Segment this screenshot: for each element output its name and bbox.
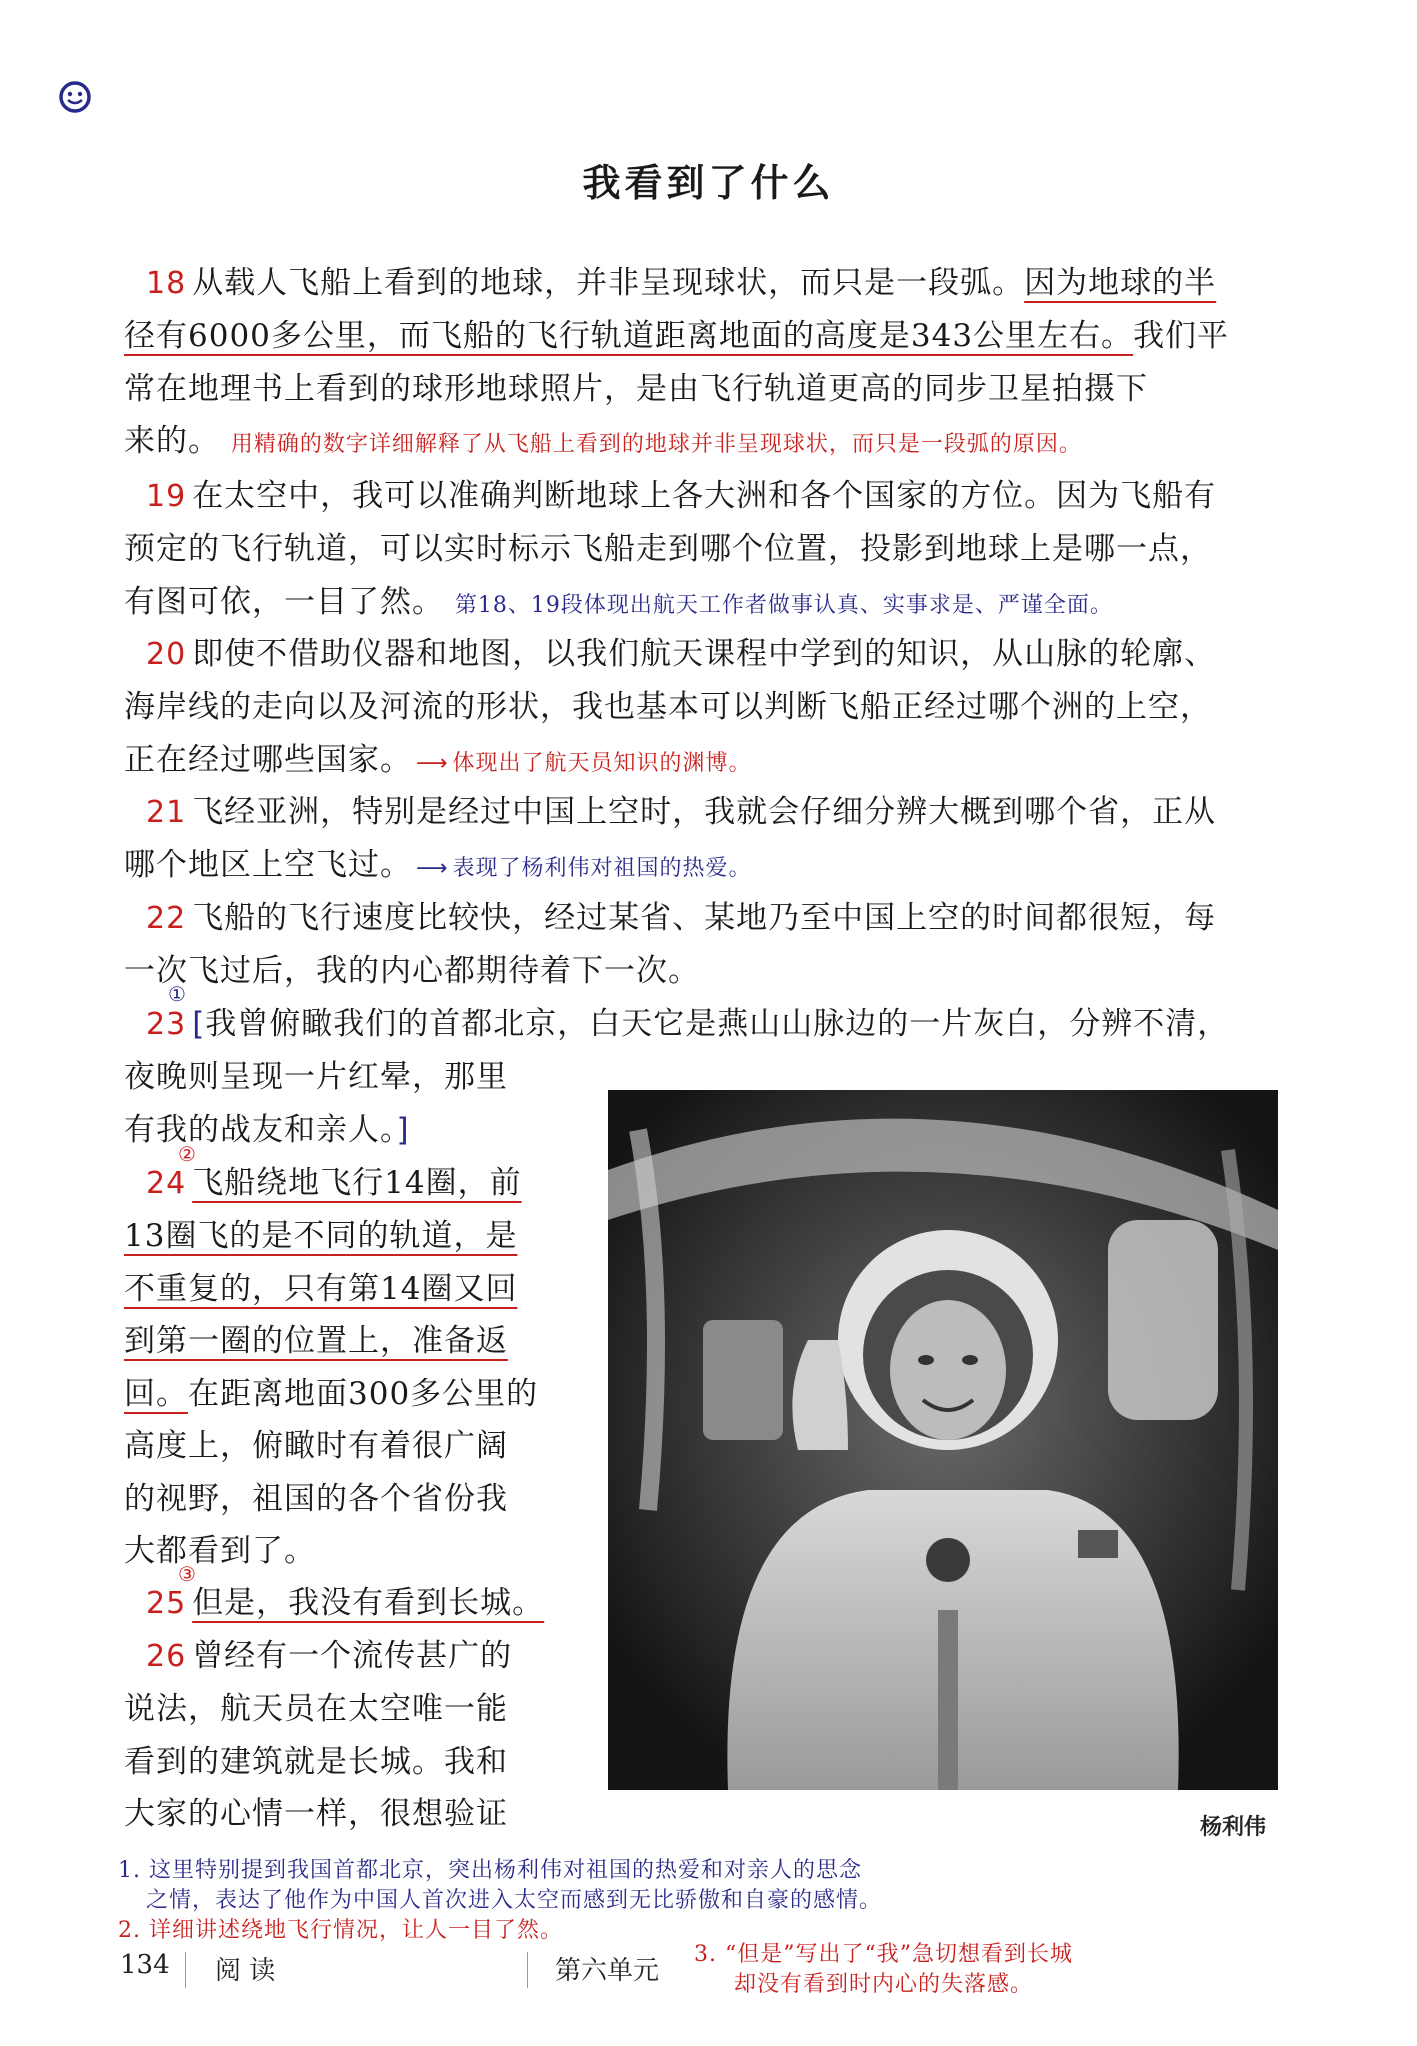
underlined-text: 13圈飞的是不同的轨道，是 xyxy=(124,1218,518,1254)
paragraph-26-cont xyxy=(124,1683,508,1841)
paragraph-number: 18 xyxy=(146,266,187,301)
unit-label: 第六单元 xyxy=(555,1956,660,1986)
paragraph-18-cont xyxy=(124,310,1229,472)
paragraph-number: 24 xyxy=(146,1166,187,1201)
text-line: 我曾俯瞰我们的首都北京，白天它是燕山山脉边的一片灰白，分辨不清， xyxy=(205,1006,1230,1042)
text-line: 飞经亚洲，特别是经过中国上空时，我就会仔细分辨大概到哪个省，正从 xyxy=(192,794,1217,830)
arrow-icon: ⟶ xyxy=(416,750,449,776)
underlined-text: 飞船绕地飞行14圈，前 xyxy=(192,1165,522,1201)
page-number: 134 xyxy=(120,1950,170,1980)
paragraph-24 xyxy=(146,1157,522,1211)
text-line: 即使不借助仪器和地图，以我们航天课程中学到的知识，从山脉的轮廓、 xyxy=(192,636,1217,672)
annotation-mark-1: ① xyxy=(168,982,186,1006)
text-line: 常在地理书上看到的球形地球照片，是由飞行轨道更高的同步卫星拍摄下 xyxy=(124,370,1148,407)
annotation-note: 表现了杨利伟对祖国的热爱。 xyxy=(452,856,752,881)
footnote-1-cont: 之情，表达了他作为中国人首次进入太空而感到无比骄傲和自豪的感情。 xyxy=(146,1888,883,1913)
footer-divider xyxy=(527,1952,528,1988)
text-line: 海岸线的走向以及河流的形状，我也基本可以判断飞船正经过哪个洲的上空， xyxy=(124,689,1212,725)
text-line: 我们平 xyxy=(1133,318,1230,354)
paragraph-20-cont xyxy=(124,681,1212,790)
footnote-3-cont: 却没有看到时内心的失落感。 xyxy=(734,1972,1034,1997)
footnote-3: 3. “但是”写出了“我”急切想看到长城 xyxy=(694,1942,1073,1967)
paragraph-26 xyxy=(146,1630,512,1684)
footnote-2: 2. 详细讲述绕地飞行情况，让人一目了然。 xyxy=(118,1918,563,1943)
arrow-icon: ⟶ xyxy=(416,856,449,881)
text-line: 来的。 xyxy=(124,423,220,459)
text-line: 从载人飞船上看到的地球，并非呈现球状，而只是一段弧。 xyxy=(192,265,1025,301)
paragraph-24-cont xyxy=(124,1210,538,1578)
text-line: 看到的建筑就是长城。我和 xyxy=(124,1743,508,1780)
paragraph-25 xyxy=(146,1577,544,1631)
text-line: 有图可依，一目了然。 xyxy=(124,583,444,620)
section-label: 阅 读 xyxy=(215,1956,276,1986)
paragraph-number: 21 xyxy=(146,795,187,830)
paragraph-18 xyxy=(146,257,1216,311)
paragraph-19 xyxy=(146,470,1216,524)
underlined-text: 不重复的，只有第14圈又回 xyxy=(124,1270,518,1307)
paragraph-23-cont xyxy=(124,1051,508,1156)
annotation-note: 体现出了航天员知识的渊博。 xyxy=(452,750,752,776)
text-line: 大家的心情一样，很想验证 xyxy=(124,1796,508,1832)
footnote-1: 1. 这里特别提到我国首都北京，突出杨利伟对祖国的热爱和对亲人的思念 xyxy=(118,1858,862,1883)
underlined-text: 径有6000多公里，而飞船的飞行轨道距离地面的高度是343公里左右。 xyxy=(124,318,1134,354)
bracket-open: [ xyxy=(192,1006,206,1042)
paragraph-22 xyxy=(146,892,1216,946)
underlined-text: 因为地球的半 xyxy=(1024,265,1217,301)
text-line: 夜晚则呈现一片红晕，那里 xyxy=(124,1059,508,1095)
underlined-text: 但是，我没有看到长城。 xyxy=(192,1585,545,1621)
text-line: 在太空中，我可以准确判断地球上各大洲和各个国家的方位。因为飞船有 xyxy=(192,478,1217,514)
astronaut-photo xyxy=(608,1090,1278,1790)
text-line: 预定的飞行轨道，可以实时标示飞船走到哪个位置，投影到地球上是哪一点， xyxy=(124,531,1212,567)
page-title: 我看到了什么 xyxy=(582,160,835,205)
annotation-mark-2: ② xyxy=(178,1142,196,1166)
text-line: 的视野，祖国的各个省份我 xyxy=(124,1480,508,1517)
paragraph-number: 22 xyxy=(146,901,187,936)
annotation-mark-3: ③ xyxy=(178,1562,196,1586)
paragraph-number: 20 xyxy=(146,637,187,672)
text-line: 有我的战友和亲人。 xyxy=(124,1111,397,1148)
text-line: 曾经有一个流传甚广的 xyxy=(192,1638,513,1674)
text-line: 在距离地面300多公里的 xyxy=(188,1375,539,1412)
paragraph-number: 23 xyxy=(146,1007,187,1042)
paragraph-22-cont xyxy=(124,945,700,998)
paragraph-19-cont xyxy=(124,523,1212,632)
text-line: 高度上，俯瞰时有着很广阔 xyxy=(124,1428,508,1464)
paragraph-21 xyxy=(146,786,1216,840)
paragraph-20 xyxy=(146,628,1216,682)
paragraph-23 xyxy=(146,998,1229,1052)
paragraph-number: 25 xyxy=(146,1586,187,1621)
smiley-face-icon xyxy=(58,80,92,114)
annotation-note: 用精确的数字详细解释了从飞船上看到的地球并非呈现球状，而只是一段弧的原因。 xyxy=(230,432,1082,457)
paragraph-number: 19 xyxy=(146,479,187,514)
paragraph-21-cont xyxy=(124,839,752,896)
text-line: 飞船的飞行速度比较快，经过某省、某地乃至中国上空的时间都很短，每 xyxy=(192,900,1217,936)
text-line: 正在经过哪些国家。 xyxy=(124,741,412,778)
footer-divider xyxy=(185,1952,186,1988)
text-line: 说法，航天员在太空唯一能 xyxy=(124,1691,508,1727)
paragraph-number: 26 xyxy=(146,1639,187,1674)
underlined-text: 回。 xyxy=(124,1375,188,1412)
underlined-text: 到第一圈的位置上，准备返 xyxy=(124,1323,508,1359)
text-line: 一次飞过后，我的内心都期待着下一次。 xyxy=(124,953,700,989)
text-line: 哪个地区上空飞过。 xyxy=(124,847,412,883)
bracket-close: ] xyxy=(396,1111,410,1148)
photo-caption: 杨利伟 xyxy=(1200,1814,1267,1840)
annotation-note: 第18、19段体现出航天工作者做事认真、实事求是、严谨全面。 xyxy=(454,592,1113,618)
text-line: 大都看到了。 xyxy=(124,1533,316,1569)
